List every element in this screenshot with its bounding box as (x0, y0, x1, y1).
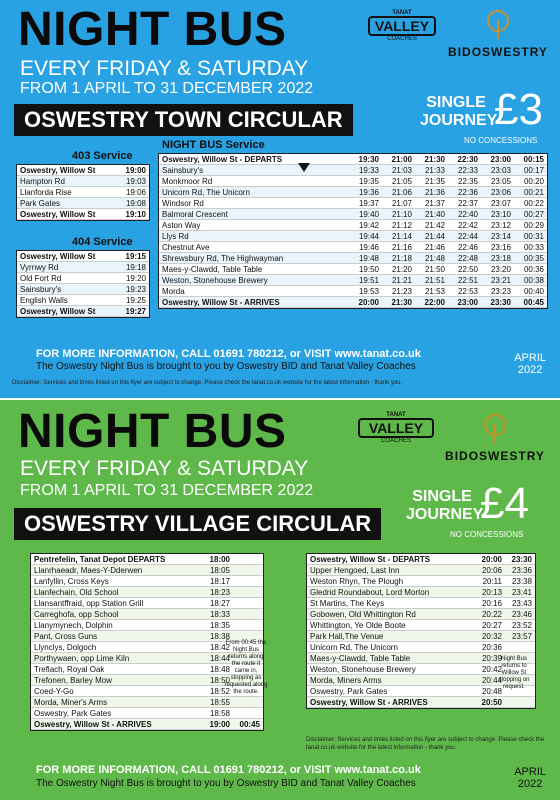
time-cell: 19:40 (358, 209, 379, 219)
stop-name: Old Fort Rd (20, 273, 62, 283)
time-cell: 20:11 (482, 576, 502, 586)
poster-dates: FROM 1 APRIL TO 31 DECEMBER 2022 (20, 80, 314, 97)
time-cell: 22:44 (457, 231, 478, 241)
time-cell: 21:53 (424, 286, 445, 296)
time-cell: 20:00 (481, 554, 502, 564)
stop-name: Weston, Stonehouse Brewery (310, 664, 416, 674)
stop-name: Llanfechain, Old School (34, 587, 119, 597)
fare-note: NO CONCESSIONS (464, 136, 538, 145)
route-name-band: OSWESTRY TOWN CIRCULAR (14, 104, 353, 136)
stop-name: Balmoral Crescent (162, 209, 228, 219)
time-cell: 20:22 (481, 609, 502, 619)
stop-name: Windsor Rd (162, 198, 204, 208)
time-cell: 20:48 (481, 686, 502, 696)
time-cell: 18:42 (209, 642, 230, 652)
table-row (17, 176, 149, 187)
stop-name: Hampton Rd (20, 176, 65, 186)
table-row (307, 620, 535, 631)
time-cell: 20:13 (481, 587, 502, 597)
service-404-title: 404 Service (72, 236, 133, 248)
table-row (17, 284, 149, 295)
stop-name: Oswestry, Willow St (20, 165, 96, 175)
tree-icon (486, 10, 510, 40)
stop-name: Monkmoor Rd (162, 176, 213, 186)
stop-name: Llansantffraid, opp Station Grill (34, 598, 144, 608)
time-cell: 00:45 (523, 297, 544, 307)
stop-name: Maes-y-Clawdd, Table Table (310, 653, 411, 663)
time-cell: 21:03 (391, 165, 412, 175)
table-row (159, 209, 547, 220)
table-row (159, 253, 547, 264)
table-row (307, 609, 535, 620)
stop-name: Park Hall,The Venue (310, 631, 384, 641)
time-cell: 20:36 (481, 642, 502, 652)
tanat-valley-logo: TANAT VALLEY COACHES (358, 412, 434, 444)
time-cell: 21:16 (391, 242, 412, 252)
time-cell: 21:40 (424, 209, 445, 219)
time-cell: 21:10 (391, 209, 412, 219)
time-cell: 18:33 (209, 609, 230, 619)
right-return-note: Night Bus returns to Willow St stopping on request. (498, 656, 530, 690)
time-cell: 00:21 (523, 187, 544, 197)
table-row (159, 231, 547, 242)
time-cell: 00:27 (523, 209, 544, 219)
time-cell: 22:51 (457, 275, 478, 285)
table-row (17, 295, 149, 306)
stop-name: Llanrhaeadr, Maes-Y-Dderwen (34, 565, 143, 575)
stop-name: Unicorn Rd, The Unicorn (162, 187, 250, 197)
time-cell: 22:53 (457, 286, 478, 296)
time-cell: 22:36 (457, 187, 478, 197)
stop-name: Oswestry, Willow St - ARRIVES (310, 697, 428, 707)
time-cell: 23:41 (511, 587, 532, 597)
stop-name: Vyrnwy Rd (20, 262, 59, 272)
time-cell: 18:35 (209, 620, 230, 630)
table-row (307, 642, 535, 653)
night-bus-table (158, 153, 548, 309)
down-arrow-icon (298, 163, 310, 172)
time-cell: 22:40 (457, 209, 478, 219)
stop-name: Sainsbury's (162, 165, 204, 175)
time-cell: 00:29 (523, 220, 544, 230)
stop-name: Upper Hengoed, Last Inn (310, 565, 400, 575)
table-row (17, 262, 149, 273)
time-cell: 00:38 (523, 275, 544, 285)
time-cell: 18:52 (209, 686, 230, 696)
table-row (307, 554, 535, 565)
stop-name: Coed-Y-Go (34, 686, 74, 696)
stop-name: Aston Way (162, 220, 201, 230)
time-cell: 00:22 (523, 198, 544, 208)
table-row (31, 708, 263, 719)
table-row (159, 275, 547, 286)
time-cell: 19:48 (358, 253, 379, 263)
time-cell: 22:00 (424, 297, 445, 307)
time-cell: 19:37 (358, 198, 379, 208)
stop-name: Shrewsbury Rd, The Highwayman (162, 253, 284, 263)
fare-box (420, 85, 560, 148)
stop-name: Carreghofa, opp School (34, 609, 119, 619)
time-cell: 23:20 (490, 264, 511, 274)
table-row (31, 697, 263, 708)
time-cell: 22:33 (457, 165, 478, 175)
time-cell: 23:21 (490, 275, 511, 285)
time-cell: 21:05 (391, 176, 412, 186)
time-cell: 19:35 (358, 176, 379, 186)
route-name-band: OSWESTRY VILLAGE CIRCULAR (14, 508, 381, 540)
time-cell: 00:33 (523, 242, 544, 252)
tanat-valley-logo: TANAT VALLEY COACHES (368, 10, 436, 42)
stop-name: Oswestry, Willow St (20, 251, 96, 261)
fare-note: NO CONCESSIONS (450, 530, 524, 539)
time-cell: 21:07 (391, 198, 412, 208)
stop-name: Lanfyllin, Cross Keys (34, 576, 109, 586)
poster-title: NIGHT BUS (18, 3, 287, 56)
table-row (159, 220, 547, 231)
time-cell: 23:46 (511, 609, 532, 619)
time-cell: 21:50 (424, 264, 445, 274)
time-cell: 19:06 (125, 187, 146, 197)
time-cell: 21:35 (424, 176, 445, 186)
time-cell: 21:30 (391, 297, 412, 307)
stop-name: Oswestry, Willow St (20, 306, 96, 316)
table-row (307, 697, 535, 708)
table-row (307, 565, 535, 576)
poster-subtitle: EVERY FRIDAY & SATURDAY (20, 57, 309, 80)
stop-name: Whittington, Ye Olde Boote (310, 620, 406, 630)
stop-name: Pentrefelin, Tanat Depot DEPARTS (34, 554, 166, 564)
stop-name: Maes-y-Clawdd, Table Table (162, 264, 263, 274)
time-cell: 18:50 (209, 675, 230, 685)
disclaimer: Disclaimer: Services and times listed on this flyer are subject to change. Please check the tanat.co.uk website for the latest information - thank you. (12, 380, 403, 386)
table-row (17, 165, 149, 176)
info-line: FOR MORE INFORMATION, CALL 01691 780212, or VISIT www.tanat.co.uk (36, 348, 421, 360)
left-return-note: From 00:45 the Night Bus returns along the route it came in, stopping as requested along the route. (224, 640, 268, 695)
time-cell: 19:50 (358, 264, 379, 274)
time-cell: 21:46 (424, 242, 445, 252)
time-cell: 23:52 (511, 620, 532, 630)
village-circular-poster (0, 400, 560, 800)
time-cell: 23:00 (490, 154, 511, 164)
table-row (31, 554, 263, 565)
table-row (159, 264, 547, 275)
stop-name: Gobowen, Old Whittington Rd (310, 609, 416, 619)
stop-name: Oswestry, Willow St (20, 209, 96, 219)
time-cell: 22:35 (457, 176, 478, 186)
table-row (307, 576, 535, 587)
time-cell: 19:51 (358, 275, 379, 285)
table-row (159, 297, 547, 308)
time-cell: 18:55 (209, 697, 230, 707)
time-cell: 19:10 (125, 209, 146, 219)
time-cell: 18:48 (209, 664, 230, 674)
table-row (31, 565, 263, 576)
stop-name: Morda, Miner's Arms (34, 697, 108, 707)
time-cell: 19:53 (358, 286, 379, 296)
time-cell: 22:50 (457, 264, 478, 274)
time-cell: 22:48 (457, 253, 478, 263)
service-403-title: 403 Service (72, 150, 133, 162)
time-cell: 00:20 (523, 176, 544, 186)
time-cell: 19:42 (358, 220, 379, 230)
time-cell: 21:37 (424, 198, 445, 208)
time-cell: 20:42 (481, 664, 502, 674)
table-row (31, 576, 263, 587)
time-cell: 19:00 (125, 165, 146, 175)
issue-date: APRIL 2022 (514, 352, 546, 376)
stop-name: Sainsbury's (20, 284, 62, 294)
time-cell: 22:37 (457, 198, 478, 208)
time-cell: 23:03 (490, 165, 511, 175)
time-cell: 23:57 (511, 631, 532, 641)
fare-box (406, 479, 556, 542)
time-cell: 20:32 (481, 631, 502, 641)
poster-dates: FROM 1 APRIL TO 31 DECEMBER 2022 (20, 482, 314, 499)
time-cell: 23:12 (490, 220, 511, 230)
time-cell: 23:00 (457, 297, 478, 307)
table-row (159, 187, 547, 198)
time-cell: 18:23 (209, 587, 230, 597)
table-row (159, 165, 547, 176)
time-cell: 21:14 (391, 231, 412, 241)
sponsor-line: The Oswestry Night Bus is brought to you by Oswestry BID and Tanat Valley Coaches (36, 778, 416, 789)
issue-date: APRIL 2022 (514, 766, 546, 790)
stop-name: Treflach, Royal Oak (34, 664, 105, 674)
table-row (159, 176, 547, 187)
time-cell: 19:00 (209, 719, 230, 729)
sponsor-line: The Oswestry Night Bus is brought to you by Oswestry BID and Tanat Valley Coaches (36, 361, 416, 372)
time-cell: 19:30 (358, 154, 379, 164)
time-cell: 00:35 (523, 253, 544, 263)
time-cell: 22:30 (457, 154, 478, 164)
time-cell: 18:27 (209, 598, 230, 608)
time-cell: 18:38 (209, 631, 230, 641)
time-cell: 00:40 (523, 286, 544, 296)
time-cell: 21:23 (391, 286, 412, 296)
time-cell: 21:18 (391, 253, 412, 263)
fare-price: £4 (480, 479, 529, 528)
time-cell: 20:16 (481, 598, 502, 608)
time-cell: 23:06 (490, 187, 511, 197)
table-row (31, 719, 263, 730)
time-cell: 21:44 (424, 231, 445, 241)
time-cell: 21:12 (391, 220, 412, 230)
time-cell: 23:36 (511, 565, 532, 575)
table-row (159, 286, 547, 297)
tree-icon (483, 414, 507, 444)
time-cell: 00:15 (523, 154, 544, 164)
stop-name: English Walls (20, 295, 68, 305)
info-line: FOR MORE INFORMATION, CALL 01691 780212, or VISIT www.tanat.co.uk (36, 764, 421, 776)
time-cell: 18:05 (209, 565, 230, 575)
stop-name: Llynclys, Dolgoch (34, 642, 97, 652)
time-cell: 19:33 (358, 165, 379, 175)
table-row (17, 198, 149, 209)
stop-name: Morda (162, 286, 185, 296)
time-cell: 23:07 (490, 198, 511, 208)
stop-name: Oswestry, Park Gates (310, 686, 388, 696)
time-cell: 22:46 (457, 242, 478, 252)
time-cell: 00:36 (523, 264, 544, 274)
table-row (159, 154, 547, 165)
time-cell: 19:20 (125, 273, 146, 283)
stop-name: Gledrid Roundabout, Lord Morton (310, 587, 430, 597)
time-cell: 21:51 (424, 275, 445, 285)
time-cell: 20:44 (481, 675, 502, 685)
time-cell: 20:27 (481, 620, 502, 630)
time-cell: 20:50 (481, 697, 502, 707)
poster-subtitle: EVERY FRIDAY & SATURDAY (20, 457, 309, 480)
time-cell: 23:16 (490, 242, 511, 252)
time-cell: 21:36 (424, 187, 445, 197)
table-row (307, 598, 535, 609)
time-cell: 19:36 (358, 187, 379, 197)
table-row (17, 251, 149, 262)
time-cell: 20:39 (481, 653, 502, 663)
time-cell: 19:03 (125, 176, 146, 186)
table-row (159, 242, 547, 253)
bid-oswestry-logo: BIDOSWESTRY (440, 414, 550, 463)
stop-name: Porthywaen, opp Lime Kiln (34, 653, 130, 663)
stop-name: Oswestry, Willow St - DEPARTS (310, 554, 431, 564)
fare-price: £3 (494, 85, 543, 134)
time-cell: 18:44 (209, 653, 230, 663)
service-403-table (16, 164, 150, 221)
time-cell: 20:00 (358, 297, 379, 307)
table-row (17, 187, 149, 198)
stop-name: Trefonen, Barley Mow (34, 675, 112, 685)
time-cell: 19:23 (125, 284, 146, 294)
town-circular-poster (0, 0, 560, 398)
time-cell: 21:30 (424, 154, 445, 164)
time-cell: 19:18 (125, 262, 146, 272)
service-404-table (16, 250, 150, 318)
stop-name: Pant, Cross Guns (34, 631, 98, 641)
table-row (159, 198, 547, 209)
time-cell: 23:10 (490, 209, 511, 219)
stop-name: Llanymynech, Dolphin (34, 620, 113, 630)
disclaimer: Disclaimer: Services and times listed on this flyer are subject to change. Please check the tanat.co.uk website for the latest information - thank you. (306, 737, 545, 751)
time-cell: 18:58 (209, 708, 230, 718)
table-row (307, 587, 535, 598)
time-cell: 21:20 (391, 264, 412, 274)
bid-oswestry-logo: BIDOSWESTRY (446, 10, 550, 59)
time-cell: 19:44 (358, 231, 379, 241)
time-cell: 21:06 (391, 187, 412, 197)
time-cell: 19:08 (125, 198, 146, 208)
time-cell: 00:17 (523, 165, 544, 175)
night-bus-title: NIGHT BUS Service (162, 139, 265, 151)
table-row (17, 306, 149, 317)
fare-label: SINGLE JOURNEY (420, 94, 498, 129)
table-row (17, 273, 149, 284)
time-cell: 21:48 (424, 253, 445, 263)
time-cell: 23:05 (490, 176, 511, 186)
time-cell: 21:21 (391, 275, 412, 285)
table-row (17, 209, 149, 220)
time-cell: 18:17 (209, 576, 230, 586)
table-row (307, 631, 535, 642)
stop-name: Chestnut Ave (162, 242, 210, 252)
time-cell: 23:38 (511, 576, 532, 586)
table-row (31, 598, 263, 609)
time-cell: 00:45 (239, 719, 260, 729)
stop-name: Llanforda Rise (20, 187, 72, 197)
time-cell: 00:31 (523, 231, 544, 241)
stop-name: St Martins, The Keys (310, 598, 385, 608)
stop-name: Weston Rhyn, The Plough (310, 576, 404, 586)
time-cell: 23:30 (511, 554, 532, 564)
stop-name: Oswestry, Willow St - ARRIVES (162, 297, 280, 307)
fare-label: SINGLE JOURNEY (406, 488, 484, 523)
time-cell: 23:14 (490, 231, 511, 241)
time-cell: 21:00 (391, 154, 412, 164)
stop-name: Llys Rd (162, 231, 189, 241)
stop-name: Unicorn Rd, The Unicorn (310, 642, 398, 652)
poster-title: NIGHT BUS (18, 405, 287, 458)
stop-name: Morda, Miners Arms (310, 675, 382, 685)
time-cell: 22:42 (457, 220, 478, 230)
stop-name: Park Gates (20, 198, 61, 208)
time-cell: 19:25 (125, 295, 146, 305)
table-row (31, 587, 263, 598)
stop-name: Oswestry, Park Gates (34, 708, 112, 718)
time-cell: 18:00 (209, 554, 230, 564)
stop-name: Weston, Stonehouse Brewery (162, 275, 268, 285)
time-cell: 21:42 (424, 220, 445, 230)
time-cell: 19:46 (358, 242, 379, 252)
time-cell: 23:18 (490, 253, 511, 263)
stop-name: Oswestry, Willow St - ARRIVES (34, 719, 152, 729)
time-cell: 19:27 (125, 306, 146, 316)
table-row (31, 609, 263, 620)
time-cell: 23:23 (490, 286, 511, 296)
time-cell: 23:30 (490, 297, 511, 307)
time-cell: 20:06 (481, 565, 502, 575)
stop-name: Oswestry, Willow St - DEPARTS (162, 154, 283, 164)
time-cell: 19:15 (125, 251, 146, 261)
time-cell: 21:33 (424, 165, 445, 175)
table-row (31, 620, 263, 631)
time-cell: 23:43 (511, 598, 532, 608)
